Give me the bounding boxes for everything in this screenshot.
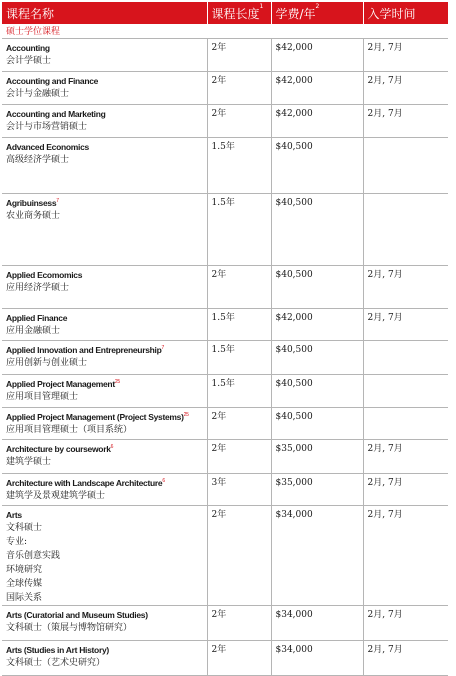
- tuition-fee-cell: $35,000: [271, 474, 363, 506]
- course-name-cell: [2, 39, 207, 72]
- course-name-cn: 会计学硕士: [6, 56, 52, 66]
- tuition-fee-cell: $42,000: [271, 72, 363, 105]
- course-name-cn: 农业商务硕士: [6, 211, 61, 221]
- course-name-cell: [2, 641, 207, 676]
- tuition-fee-cell: $40,500: [271, 375, 363, 408]
- course-name-en: Accounting and Finance: [6, 76, 99, 86]
- tuition-fee-cell: $40,500: [271, 408, 363, 440]
- course-name-en: Arts (Curatorial and Museum Studies): [6, 610, 148, 620]
- course-name-cell: [2, 138, 207, 194]
- tuition-fee-cell: $42,000: [271, 105, 363, 138]
- course-length-cell: 1.5年: [207, 138, 271, 194]
- header-course-name: 课程名称: [2, 2, 207, 24]
- intake-cell: [363, 138, 448, 194]
- course-name-en: Advanced Economics: [6, 142, 89, 152]
- table-row: [2, 474, 448, 506]
- course-name-cn: 应用金融硕士: [6, 326, 61, 336]
- table-row: [2, 138, 448, 194]
- tuition-fee-cell: $40,500: [271, 266, 363, 309]
- table-row: [2, 408, 448, 440]
- course-length-cell: 1.5年: [207, 375, 271, 408]
- course-name-en: Arts: [6, 510, 22, 520]
- course-name-cell: [2, 341, 207, 375]
- course-name-cn: 应用项目管理硕士: [6, 392, 79, 402]
- intake-cell: 2月, 7月: [363, 105, 448, 138]
- table-row: [2, 440, 448, 474]
- intake-cell: 2月, 7月: [363, 641, 448, 676]
- course-name-cell: [2, 606, 207, 641]
- section-title: 硕士学位课程: [2, 24, 448, 39]
- header-tuition-fee: 学费/年$^2$: [271, 2, 363, 24]
- course-name-cn: 会计与市场营销硕士: [6, 122, 88, 132]
- table-row: [2, 375, 448, 408]
- table-row: [2, 606, 448, 641]
- course-name-en: Applied Project Management$^{25}$: [6, 379, 120, 389]
- intake-cell: 2月, 7月: [363, 72, 448, 105]
- intake-cell: [363, 194, 448, 266]
- course-name-cn: 文科硕士: [6, 523, 43, 533]
- course-name-en: Architecture by coursework$^6$: [6, 444, 114, 454]
- course-name-en: Applied Project Management (Project Systems)$^{25}$: [6, 412, 189, 422]
- course-name-cn: 高级经济学硕士: [6, 155, 70, 165]
- course-name-cn: 建筑学硕士: [6, 457, 52, 467]
- intake-cell: 2月, 7月: [363, 474, 448, 506]
- tuition-fee-cell: $40,500: [271, 341, 363, 375]
- course-name-cell: [2, 309, 207, 341]
- intake-cell: 2月, 7月: [363, 506, 448, 606]
- course-name-cell: [2, 266, 207, 309]
- course-name-en: Accounting: [6, 43, 50, 53]
- intake-cell: [363, 408, 448, 440]
- intake-cell: 2月, 7月: [363, 606, 448, 641]
- course-name-cell: [2, 375, 207, 408]
- major-item: 音乐创意实践: [6, 551, 61, 561]
- course-length-cell: 2年: [207, 72, 271, 105]
- course-length-cell: 1.5年: [207, 341, 271, 375]
- table-row: [2, 641, 448, 676]
- course-name-cn: 文科硕士（策展与博物馆研究）: [6, 623, 133, 633]
- table-row: [2, 194, 448, 266]
- table-row: [2, 309, 448, 341]
- intake-cell: [363, 341, 448, 375]
- tuition-fee-cell: $42,000: [271, 309, 363, 341]
- course-name-en: Arts (Studies in Art History): [6, 645, 109, 655]
- tuition-fee-cell: $34,000: [271, 641, 363, 676]
- tuition-fee-cell: $40,500: [271, 194, 363, 266]
- course-name-en: Accounting and Marketing: [6, 109, 106, 119]
- table-row: [2, 105, 448, 138]
- course-name-cell: [2, 440, 207, 474]
- course-name-cn: 文科硕士（艺术史研究）: [6, 658, 106, 668]
- course-name-en: Applied Finance: [6, 313, 68, 323]
- tuition-fee-cell: $34,000: [271, 606, 363, 641]
- majors-label: 专业:: [6, 537, 28, 547]
- course-length-cell: 2年: [207, 641, 271, 676]
- course-name-cn: 建筑学及景观建筑学硕士: [6, 491, 106, 501]
- table-row: [2, 72, 448, 105]
- course-length-cell: 2年: [207, 266, 271, 309]
- tuition-fee-cell: $42,000: [271, 39, 363, 72]
- course-name-en: Architecture with Landscape Architecture$^6$: [6, 478, 165, 488]
- intake-cell: 2月, 7月: [363, 39, 448, 72]
- course-length-cell: 2年: [207, 408, 271, 440]
- intake-cell: [363, 375, 448, 408]
- table-header-row: [2, 2, 448, 24]
- course-name-cn: 应用创新与创业硕士: [6, 358, 88, 368]
- course-length-cell: 2年: [207, 506, 271, 606]
- intake-cell: 2月, 7月: [363, 266, 448, 309]
- course-length-cell: 2年: [207, 606, 271, 641]
- course-name-cn: 应用项目管理硕士（项目系统）: [6, 425, 133, 435]
- course-table: [2, 2, 448, 676]
- course-rows: [2, 39, 448, 676]
- course-name-en: Applied Ecomomics: [6, 270, 83, 280]
- course-length-cell: 1.5年: [207, 194, 271, 266]
- intake-cell: 2月, 7月: [363, 309, 448, 341]
- course-name-cell: [2, 194, 207, 266]
- tuition-fee-cell: $34,000: [271, 506, 363, 606]
- tuition-fee-cell: $35,000: [271, 440, 363, 474]
- intake-cell: 2月, 7月: [363, 440, 448, 474]
- course-name-cell: [2, 408, 207, 440]
- major-item: 国际关系: [6, 593, 43, 603]
- header-course-length: 课程长度$^1$: [207, 2, 271, 24]
- course-name-en: Applied Innovation and Entrepreneurship$^7$: [6, 345, 164, 355]
- table-row: [2, 341, 448, 375]
- course-length-cell: 2年: [207, 105, 271, 138]
- table-row: [2, 506, 448, 606]
- table-row: [2, 39, 448, 72]
- course-name-cell: [2, 506, 207, 606]
- course-length-cell: 3年: [207, 474, 271, 506]
- course-name-cn: 会计与金融硕士: [6, 89, 70, 99]
- course-length-cell: 2年: [207, 440, 271, 474]
- course-table-page: [2, 2, 448, 676]
- major-item: 环境研究: [6, 565, 43, 575]
- course-name-cell: [2, 105, 207, 138]
- major-item: 全球传媒: [6, 579, 43, 589]
- course-name-cell: [2, 72, 207, 105]
- section-row: [2, 24, 448, 39]
- course-name-cn: 应用经济学硕士: [6, 283, 70, 293]
- course-length-cell: 2年: [207, 39, 271, 72]
- course-name-en: Agribuinsess$^7$: [6, 198, 59, 208]
- course-name-cell: [2, 474, 207, 506]
- table-row: [2, 266, 448, 309]
- tuition-fee-cell: $40,500: [271, 138, 363, 194]
- header-intake: 入学时间: [363, 2, 448, 24]
- course-length-cell: 1.5年: [207, 309, 271, 341]
